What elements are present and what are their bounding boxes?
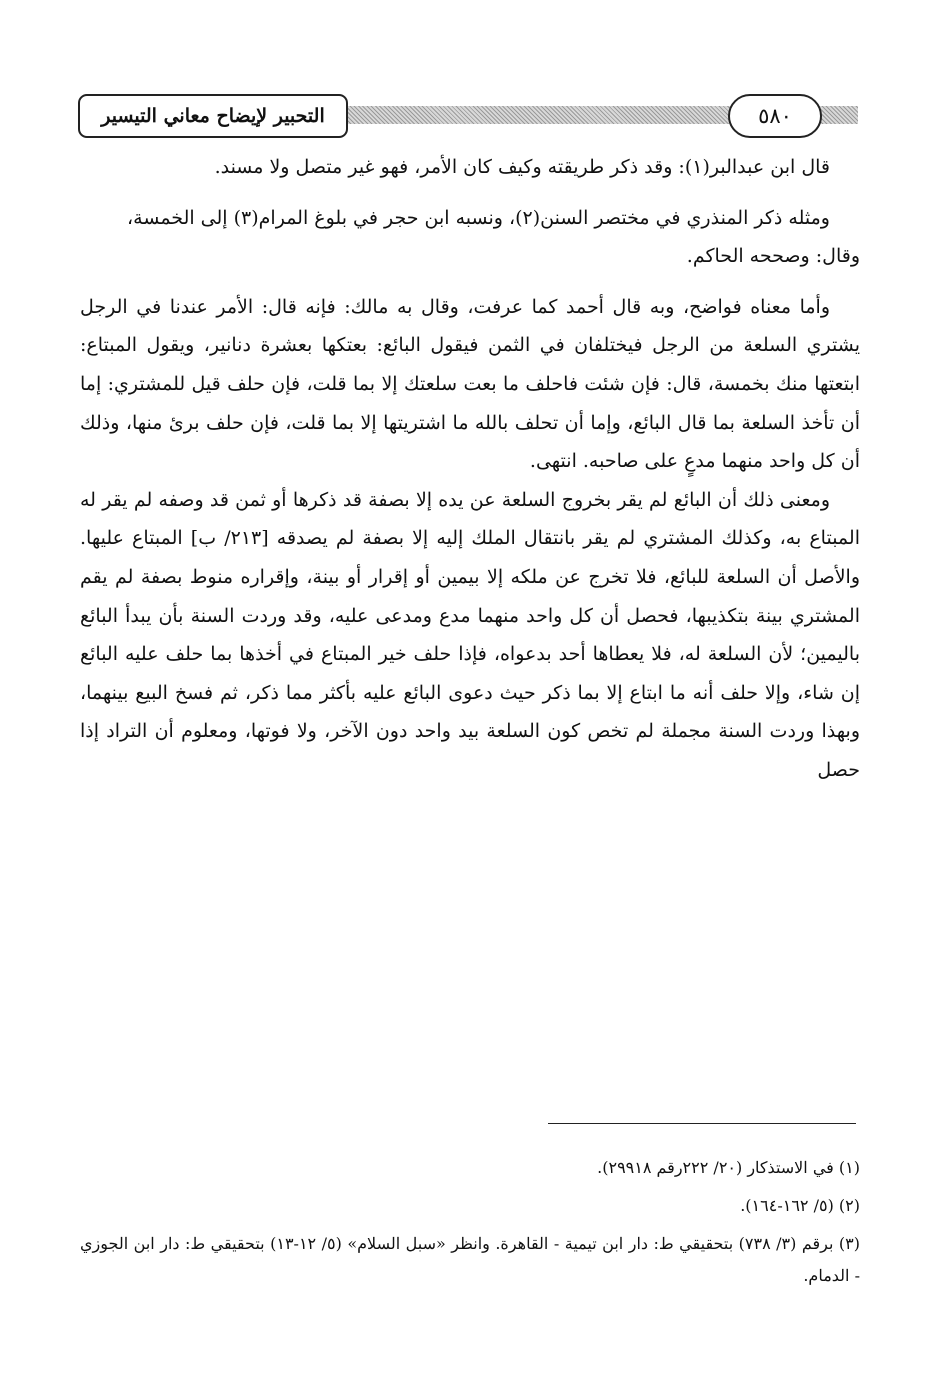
page-header [78,92,858,140]
footnotes [80,1152,860,1298]
book-title: التحبير لإيضاح معاني التيسير [78,94,348,138]
paragraph-1: قال ابن عبدالبر(١): وقد ذكر طريقته وكيف كان الأمر، فهو غير متصل ولا مسند. [214,156,830,178]
paragraph-2: ومثله ذكر المنذري في مختصر السنن(٢)، ونسبه ابن حجر في بلوغ المرام(٣) إلى الخمسة، [127,206,830,229]
paragraph-2-cont: وقال: وصححه الحاكم. [686,245,860,268]
footnote-1: (١) في الاستذكار (٢٠/ ٢٢٢رقم ٢٩٩١٨). [597,1158,860,1177]
main-text [80,148,860,790]
page-number: ٥٨٠ [728,94,822,138]
footnote-2: (٢) (٥/ ١٦٢-١٦٤). [740,1196,860,1215]
footnote-divider [548,1123,856,1124]
paragraph-3: وأما معناه فواضح، وبه قال أحمد كما عرفت، وقال به مالك: فإنه قال: الأمر عندنا في الرجل يشتري السلعة من الرجل فيختلفان في الثمن فيقول البائع: بعتكها بعشرة دنانير، ويقول المبتاع: ابتعتها منك بخمسة، قال: فإن شئت فاحلف ما بعت سلعتك إلا بما قلت، فإن حلف قيل للمشتري: إما أن تأخذ السلعة بما قال البائع، وإما أن تحلف بالله ما اشتريتها إلا بما قلت، فإن حلف برئ منها، وذلك أن كل واحد منهما مدعٍ على صاحبه. انتهى. [80,295,861,473]
footnote-3: (٣) برقم (٣/ ٧٣٨) بتحقيقي ط: دار ابن تيمية - القاهرة. وانظر «سبل السلام» (٥/ ١٢-١٣) بتحقيقي ط: دار ابن الجوزي - الدمام. [80,1234,860,1285]
header-decorative-band-end [818,106,858,124]
paragraph-4: ومعنى ذلك أن البائع لم يقر بخروج السلعة عن يده إلا بصفة قد ذكرها أو ثمن قد وصفه لم يقر له المبتاع به، وكذلك المشتري لم يقر بانتقال الملك إليه إلا بصفة لم يصدقه [٢١٣/ ب] المبتاع عليها. والأصل أن السلعة للبائع، فلا تخرج عن ملكه إلا بيمين أو إقرار أو بينة، وإقراره منوط بصفة لم يقم المشتري بينة بتكذيبها، فحصل أن كل واحد منهما مدع ومدعى عليه، وقد وردت السنة بأن يبدأ البائع باليمين؛ لأن السلعة له، فلا يعطاها أحد بدعواه، فإذا حلف خير المبتاع في أخذها بما حلف عليه البائع إن شاء، وإلا حلف أنه ما ابتاع إلا بما ذكر حيث دعوى البائع عليه بأكثر مما ذكر، ثم فسخ البيع بينهما، وبهذا وردت السنة مجملة لم تخص كون السلعة بيد واحد دون الآخر، ولا فوتها، ومعلوم أن التراد إذا حصل [80,488,860,781]
header-decorative-band [346,106,738,124]
